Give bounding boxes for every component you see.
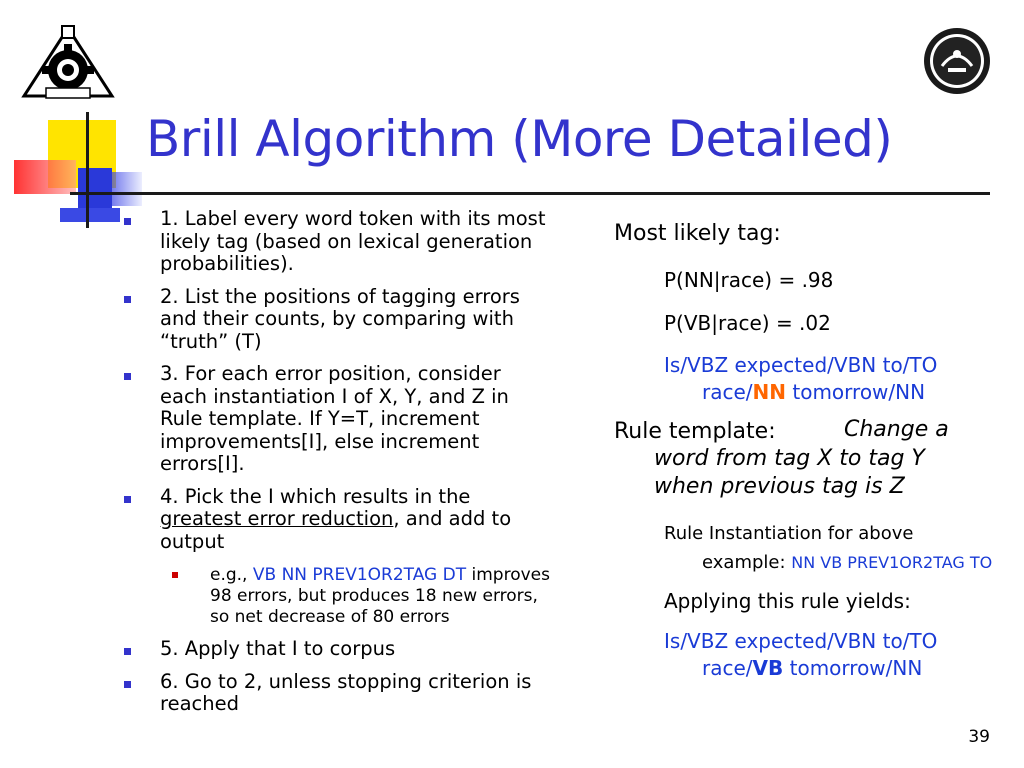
example-word: race/ [702,656,753,680]
university-seal-logo-icon [922,26,992,96]
rule-instantiation: Rule Instantiation for above example: NN VB PREV1OR2TAG TO [664,523,993,573]
rule-instantiation-value: NN VB PREV1OR2TAG TO [791,553,993,572]
example-line: Is/VBZ expected/VBN to/TO [664,353,938,377]
example-after [614,628,1014,682]
list-item [120,671,550,716]
example-word: tomorrow/NN [786,380,926,404]
underlined-phrase: greatest error reduction [160,507,394,530]
prob-vb: P(VB|race) = .02 [664,311,831,335]
applying-text: Applying this rule yields: [664,589,911,613]
most-likely-label: Most likely tag: [614,221,781,246]
rule-template-text-first: Change a [844,417,949,442]
right-column [614,220,1014,682]
bullet-text: 5. Apply that I to corpus [160,637,396,660]
bullet-text: 1. Label every word token with its most likely tag (based on lexical generation probabilities). [160,207,546,275]
decor-red-block [14,160,76,194]
decor-vertical-line [86,112,89,228]
bullet-text: 3. For each error position, consider each instantiation I of X, Y, and Z in Rule template. If Y=T, increment improvements[I], else increment errors[I]. [160,362,509,475]
rule-example: VB NN PREV1OR2TAG DT [252,565,467,585]
list-item [120,486,550,629]
left-bullet-list [120,208,550,726]
bullet-text: , and add to output [160,507,512,553]
example-line: Is/VBZ expected/VBN to/TO [664,629,938,653]
sub-text: improves 98 errors, but produces 18 new errors, so net decrease of 80 errors [210,565,550,627]
list-item [120,286,550,354]
nn-tag-highlight: NN [752,380,787,404]
list-item [120,638,550,661]
sub-bullet-list [160,565,550,628]
decor-blue-bar [60,208,120,222]
list-item [120,363,550,476]
sub-list-item [160,565,550,628]
page-number: 39 [968,727,990,747]
example-word: race/ [702,380,753,404]
bullet-text: 4. Pick the I which results in the [160,484,471,508]
bullet-text: 6. Go to 2, unless stopping criterion is reached [160,669,532,715]
vb-tag-highlight: VB [752,656,784,680]
university-gear-logo-icon [20,24,116,100]
example-before [614,352,1014,406]
decor-blue-fade [112,172,142,206]
list-item [120,208,550,276]
slide-title: Brill Algorithm (More Detailed) [146,110,893,168]
title-underline [70,192,990,195]
prob-nn: P(NN|race) = .98 [664,268,834,292]
example-word: tomorrow/NN [783,656,923,680]
sub-text: e.g., [210,565,253,585]
bullet-text: 2. List the positions of tagging errors and their counts, by comparing with “truth” (T) [160,284,520,353]
rule-template-text: word from tag X to tag Y when previous tag is Z [654,446,925,499]
rule-template-label: Rule template: [614,419,776,444]
